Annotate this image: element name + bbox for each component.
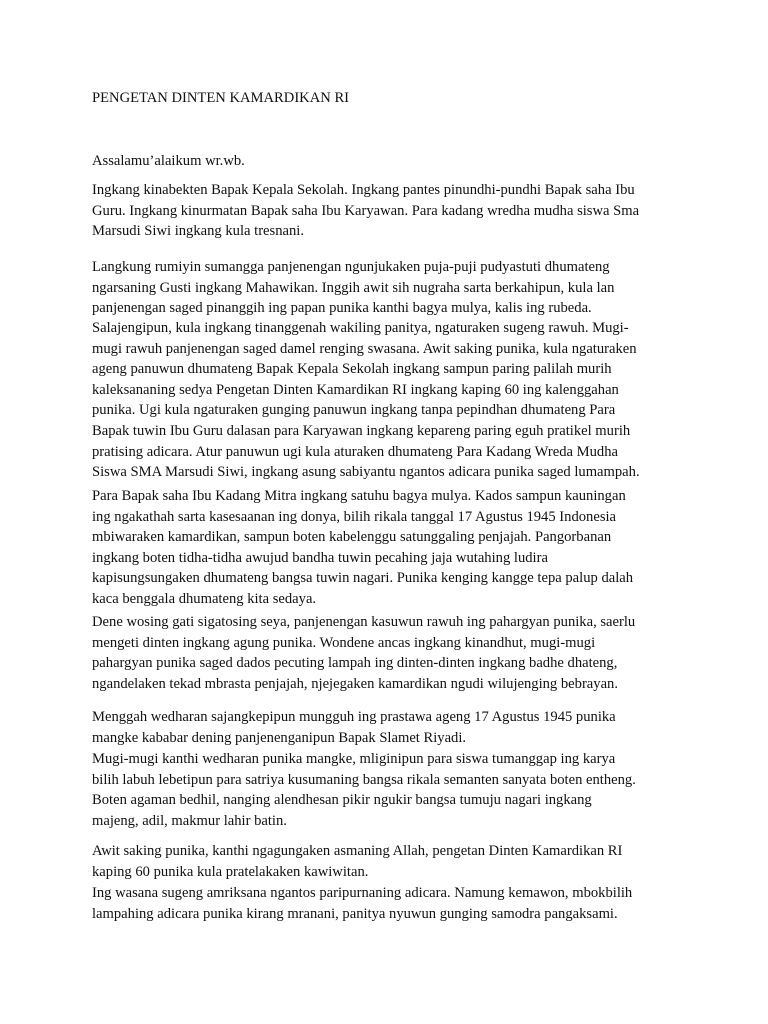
paragraph-line: mugi rawuh panjenengan saged damel renging swasana. Awit saking punika, kula ngaturaken <box>92 340 637 357</box>
paragraph-line: panjenengan saged pinanggih ing papan punika kanthi bagya mulya, kalis ing rubeda. <box>92 300 592 317</box>
paragraph-line: Siswa SMA Marsudi Siwi, ingkang asung sabiyantu ngantos adicara punika saged lumampah. <box>92 464 640 481</box>
paragraph-line: majeng, adil, makmur lahir batin. <box>92 812 287 829</box>
paragraph-line: mangke kababar dening panjenenganipun Bapak Slamet Riyadi. <box>92 729 467 746</box>
paragraph <box>92 257 692 319</box>
paragraph-line: Guru. Ingkang kinurmatan Bapak saha Ibu Karyawan. Para kadang wredha mudha siswa Sma <box>92 202 640 219</box>
paragraph-line: mengeti dinten ingkang agung punika. Wondene ancas ingkang kinandhut, mugi-mugi <box>92 634 596 651</box>
paragraph-line: mbiwaraken kamardikan, sampun boten kabelenggu satunggaling penjajah. Pangorbanan <box>92 529 612 546</box>
paragraph <box>92 486 692 610</box>
paragraph-line: kaleksananing sedya Pengetan Dinten Kamardikan RI ingkang kaping 60 ing kalenggahan <box>92 381 619 398</box>
paragraph-line: kaping 60 punika kula pratelakaken kawiwitan. <box>92 863 369 880</box>
paragraph <box>92 883 692 924</box>
paragraph-line: pahargyan punika saged dados pecuting lampah ing dinten-dinten ingkang badhe dhateng, <box>92 655 618 672</box>
paragraph-line: ingkang boten tidha-tidha awujud bandha tuwin pecahing jaja wutahing ludira <box>92 549 548 566</box>
paragraph-line: Ing wasana sugeng amriksana ngantos paripurnaning adicara. Namung kemawon, mbokbilih <box>92 885 633 901</box>
paragraph-line: ing ngakathah sarta kasesaanan ing donya, bilih rikala tanggal 17 Agustus 1945 Indonesia <box>92 508 617 525</box>
paragraph-line: Para Bapak saha Ibu Kadang Mitra ingkang satuhu bagya mulya. Kados sampun kauningan <box>92 488 626 504</box>
paragraph-line: Ingkang kinabekten Bapak Kepala Sekolah. Ingkang pantes pinundhi-pundhi Bapak saha Ibu <box>92 182 635 198</box>
paragraph-line: kaca benggala dhumateng kita sedaya. <box>92 590 317 607</box>
paragraph-line: Menggah wedharan sajangkepipun mungguh ing prastawa ageng 17 Agustus 1945 punika <box>92 709 616 725</box>
paragraph-line: Awit saking punika, kanthi ngagungaken asmaning Allah, pengetan Dinten Kamardikan RI <box>92 843 623 859</box>
paragraph-line: ageng panuwun dhumateng Bapak Kepala Sekolah ingkang sampun paring palilah murih <box>92 361 612 378</box>
paragraph <box>92 180 692 242</box>
paragraph <box>92 749 692 831</box>
paragraph-line: ngandelaken tekad mbrasta penjajah, njejegaken kamardikan ngudi wilujenging bebrayan. <box>92 675 618 692</box>
paragraph-line: Mugi-mugi kanthi wedharan punika mangke, mliginipun para siswa tumanggap ing karya <box>92 751 616 767</box>
paragraph <box>92 841 692 882</box>
paragraph-line: ngarsaning Gusti ingkang Mahawikan. Inggih awit sih nugraha sarta berkahipun, kula lan <box>92 279 615 296</box>
paragraph <box>92 612 692 694</box>
paragraph <box>92 318 692 483</box>
paragraph-line: kapisungsungaken dhumateng bangsa tuwin nagari. Punika kenging kangge tepa palup dalah <box>92 570 634 587</box>
paragraph-line: Salajengipun, kula ingkang tinanggenah wakiling panitya, ngaturaken sugeng rawuh. Mugi- <box>92 320 629 336</box>
document-title: PENGETAN DINTEN KAMARDIKAN RI <box>92 90 350 106</box>
paragraph-line: lampahing adicara punika kirang mranani, panitya nyuwun gunging samodra pangaksami. <box>92 905 618 922</box>
paragraph-line: punika. Ugi kula ngaturaken gunging panuwun ingkang tanpa pepindhan dhumateng Para <box>92 402 616 419</box>
paragraph-line: Boten agaman bedhil, nanging alendhesan pikir ngukir bangsa tumuju nagari ingkang <box>92 792 592 809</box>
paragraph-line: bilih labuh lebetipun para satriya kusumaning bangsa rikala semanten sanyata boten entheng. <box>92 771 636 788</box>
greeting-line: Assalamu’alaikum wr.wb. <box>92 153 245 169</box>
paragraph-line: Marsudi Siwi ingkang kula tresnani. <box>92 223 304 240</box>
paragraph-line: Bapak tuwin Ibu Guru dalasan para Karyawan ingkang kepareng paring eguh pratikel murih <box>92 422 631 439</box>
paragraph <box>92 707 692 748</box>
paragraph-line: pratising adicara. Atur panuwun ugi kula aturaken dhumateng Para Kadang Wreda Mudha <box>92 443 618 460</box>
paragraph-line: Dene wosing gati sigatosing seya, panjenengan kasuwun rawuh ing pahargyan punika, saerlu <box>92 614 636 630</box>
paragraph-line: Langkung rumiyin sumangga panjenengan ngunjukaken puja-puji pudyastuti dhumateng <box>92 259 610 275</box>
